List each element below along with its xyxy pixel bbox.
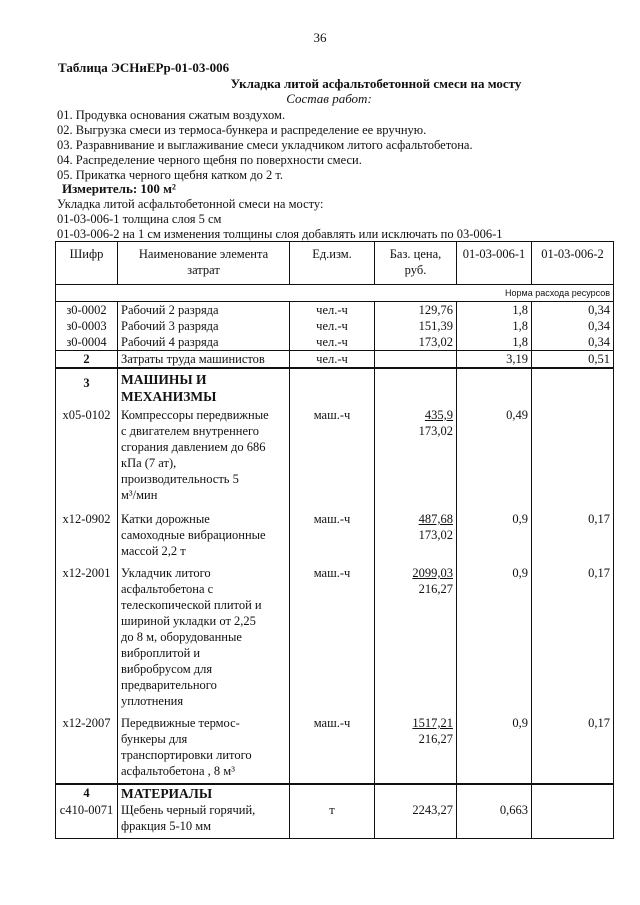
- intro-line: Укладка литой асфальтобетонной смеси на мосту:: [57, 197, 324, 211]
- cell-v1: 1,8: [457, 318, 532, 334]
- cell-unit: чел.-ч: [290, 318, 375, 334]
- cell-name: Укладчик литого асфальтобетона с телескопической плитой и шириной укладки от 2,25 до 8 м, оборудованные виброплитой и вибробрусом для предварительного уплотнения: [118, 565, 290, 715]
- cell-unit: маш.-ч: [290, 405, 375, 511]
- cell-v2: 0,34: [532, 302, 614, 319]
- cell-price: 2099,03 216,27: [375, 565, 457, 715]
- table-row: [56, 318, 614, 334]
- cell-unit: чел.-ч: [290, 334, 375, 351]
- table-row: [56, 715, 614, 784]
- header-code: Шифр: [56, 242, 118, 285]
- cell-v2: 0,34: [532, 318, 614, 334]
- cell-name: Передвижные термос- бункеры для транспортировки литого асфальтобетона , 8 м³: [118, 715, 290, 784]
- work-step: 02. Выгрузка смеси из термоса-бункера и распределение ее вручную.: [57, 123, 427, 137]
- norm-caption: Норма расхода ресурсов: [56, 285, 614, 302]
- work-step: 04. Распределение черного щебня по поверхности смеси.: [57, 153, 362, 167]
- cell-unit: т: [290, 802, 375, 839]
- cell-v1: 0,663: [457, 802, 532, 839]
- section-heading: МАТЕРИАЛЫ: [118, 784, 290, 802]
- section-heading: МАШИНЫ И МЕХАНИЗМЫ: [118, 368, 290, 405]
- section-title: Укладка литой асфальтобетонной смеси на мосту: [230, 76, 522, 91]
- cell-unit: маш.-ч: [290, 715, 375, 784]
- cell-code: х12-2007: [56, 715, 118, 784]
- cell-price: 151,39: [375, 318, 457, 334]
- header-unit: Ед.изм.: [290, 242, 375, 285]
- cell-unit: маш.-ч: [290, 511, 375, 565]
- table-row: [56, 511, 614, 565]
- cell-v2: [532, 405, 614, 511]
- table-row: [56, 565, 614, 715]
- cell-name: Щебень черный горячий, фракция 5-10 мм: [118, 802, 290, 839]
- cell-unit: чел.-ч: [290, 351, 375, 369]
- cell-v1: 0,9: [457, 715, 532, 784]
- work-step: 03. Разравнивание и выглаживание смеси укладчиком литого асфальтобетона.: [57, 138, 473, 152]
- cell-price: 2243,27: [375, 802, 457, 839]
- table-row: [56, 802, 614, 839]
- cell-code: 3: [56, 368, 118, 405]
- cell-code: 4: [56, 784, 118, 802]
- cell-v2: 0,17: [532, 715, 614, 784]
- cell-v2: 0,34: [532, 334, 614, 351]
- cell-code: з0-0002: [56, 302, 118, 319]
- work-step: 01. Продувка основания сжатым воздухом.: [57, 108, 286, 122]
- cell-code: з0-0003: [56, 318, 118, 334]
- cell-v1: 1,8: [457, 302, 532, 319]
- cell-code: 2: [56, 351, 118, 369]
- section-row-materials: [56, 784, 614, 802]
- cell-code: х12-2001: [56, 565, 118, 715]
- cell-v2: 0,51: [532, 351, 614, 369]
- cell-v1: 1,8: [457, 334, 532, 351]
- table-title: Таблица ЭСНиЕРр-01-03-006: [58, 60, 230, 75]
- table-row: [56, 334, 614, 351]
- cell-price: [375, 351, 457, 369]
- cell-v2: 0,17: [532, 511, 614, 565]
- cell-name: Рабочий 3 разряда: [118, 318, 290, 334]
- cell-unit: чел.-ч: [290, 302, 375, 319]
- cell-price: 173,02: [375, 334, 457, 351]
- cell-name: Рабочий 4 разряда: [118, 334, 290, 351]
- cell-unit: маш.-ч: [290, 565, 375, 715]
- labor-total-row: [56, 351, 614, 369]
- cell-name: Компрессоры передвижные с двигателем внутреннего сгорания давлением до 686 кПа (7 ат), производительность 5 м³/мин: [118, 405, 290, 511]
- cell-price: 1517,21 216,27: [375, 715, 457, 784]
- header-price: Баз. цена, руб.: [375, 242, 457, 285]
- cell-v1: 3,19: [457, 351, 532, 369]
- cell-v1: 0,49: [457, 405, 532, 511]
- header-col-2: 01-03-006-2: [532, 242, 614, 285]
- cell-name: Катки дорожные самоходные вибрационные массой 2,2 т: [118, 511, 290, 565]
- intro-line: 01-03-006-1 толщина слоя 5 см: [57, 212, 222, 226]
- cell-name: Рабочий 2 разряда: [118, 302, 290, 319]
- cell-price: 435,9 173,02: [375, 405, 457, 511]
- table-row: [56, 405, 614, 511]
- cell-v2: [532, 802, 614, 839]
- cell-code: х12-0902: [56, 511, 118, 565]
- intro-line: 01-03-006-2 на 1 см изменения толщины слоя добавлять или исключать по 03-006-1: [57, 227, 503, 241]
- cell-name: Затраты труда машинистов: [118, 351, 290, 369]
- cell-code: с410-0071: [56, 802, 118, 839]
- resource-table: [55, 241, 614, 839]
- measure-unit: Измеритель: 100 м²: [62, 181, 176, 196]
- cell-price: 487,68 173,02: [375, 511, 457, 565]
- works-caption: Состав работ:: [286, 91, 372, 106]
- table-header-row: [56, 242, 614, 285]
- cell-price: 129,76: [375, 302, 457, 319]
- cell-v1: 0,9: [457, 565, 532, 715]
- norm-caption-row: [56, 285, 614, 302]
- header-name: Наименование элемента затрат: [118, 242, 290, 285]
- section-row-machines: [56, 368, 614, 405]
- header-col-1: 01-03-006-1: [457, 242, 532, 285]
- cell-code: х05-0102: [56, 405, 118, 511]
- page-number: 36: [313, 30, 327, 45]
- cell-v1: 0,9: [457, 511, 532, 565]
- cell-v2: 0,17: [532, 565, 614, 715]
- work-step: 05. Прикатка черного щебня катком до 2 т.: [57, 168, 283, 182]
- table-row: [56, 302, 614, 319]
- cell-code: з0-0004: [56, 334, 118, 351]
